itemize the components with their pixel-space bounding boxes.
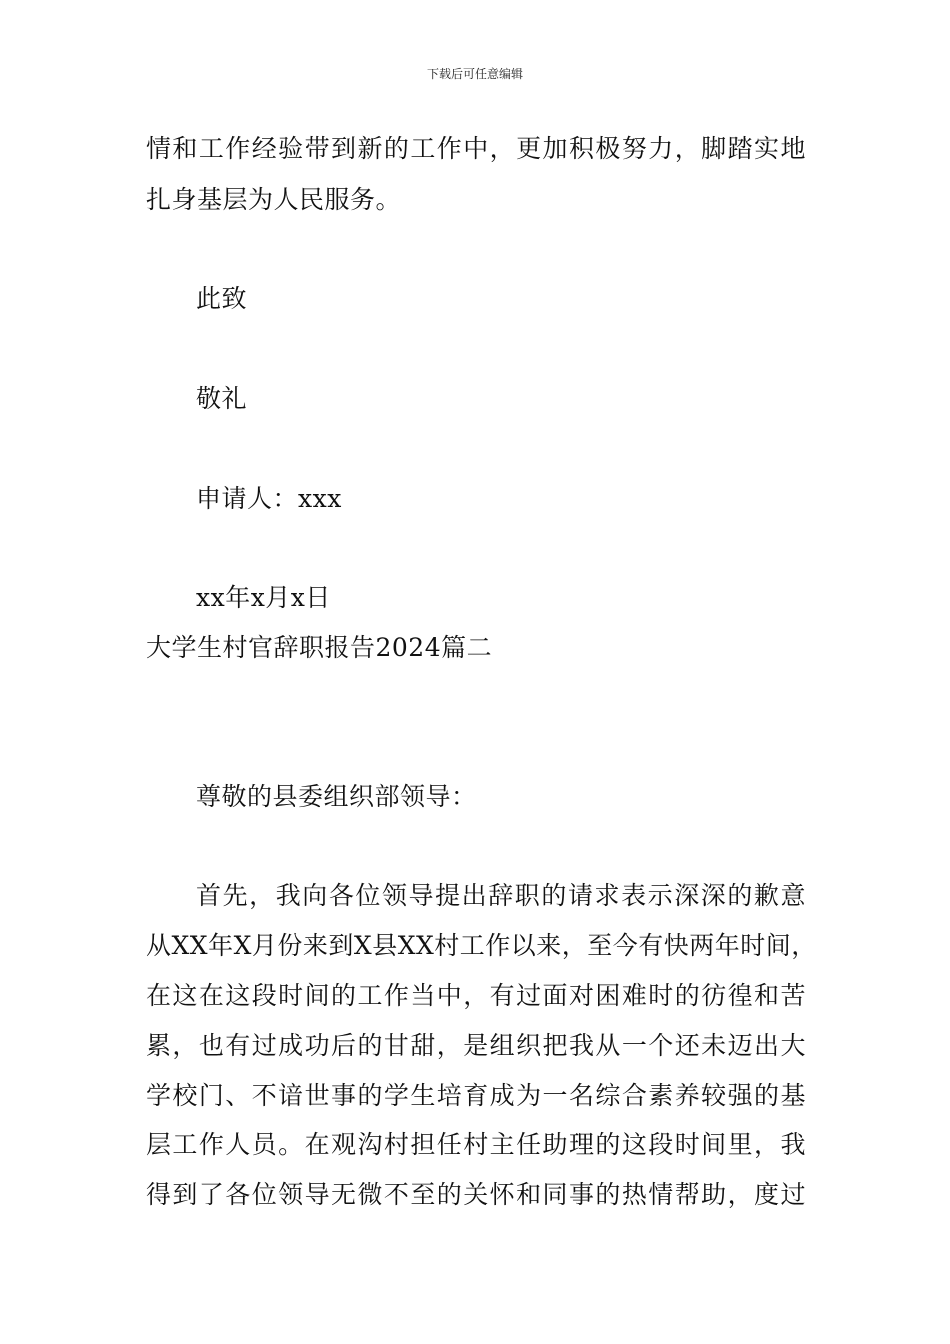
paragraph-line: 累，也有过成功后的甘甜，是组织把我从一个还未迈出大 <box>146 1031 806 1060</box>
text-line: 情和工作经验带到新的工作中，更加积极努力，脚踏实地 <box>146 134 806 163</box>
paragraph-line: 在这在这段时间的工作当中，有过面对困难时的彷徨和苦 <box>146 981 806 1010</box>
paragraph-line: 从XX年X月份来到X县XX村工作以来，至今有快两年时间， <box>146 931 817 960</box>
paragraph-line: 学校门、不谙世事的学生培育成为一名综合素养较强的基 <box>146 1081 806 1110</box>
text-line: 扎身基层为人民服务。 <box>146 185 402 214</box>
salutation-line: 此致 <box>196 284 248 313</box>
salutation-line: 敬礼 <box>196 384 248 413</box>
paragraph-line: 得到了各位领导无微不至的关怀和同事的热情帮助，度过 <box>146 1180 806 1209</box>
section-title: 大学生村官辞职报告2024篇二 <box>146 633 493 662</box>
greeting-line: 尊敬的县委组织部领导： <box>196 782 477 811</box>
page-header: 下载后可任意编辑 <box>426 67 523 81</box>
paragraph-line: 层工作人员。在观沟村担任村主任助理的这段时间里，我 <box>146 1130 806 1159</box>
date-line: xx年x月x日 <box>196 583 331 612</box>
applicant-line: 申请人：xxx <box>196 484 342 513</box>
paragraph-line: 首先，我向各位领导提出辞职的请求表示深深的歉意 <box>196 881 806 910</box>
